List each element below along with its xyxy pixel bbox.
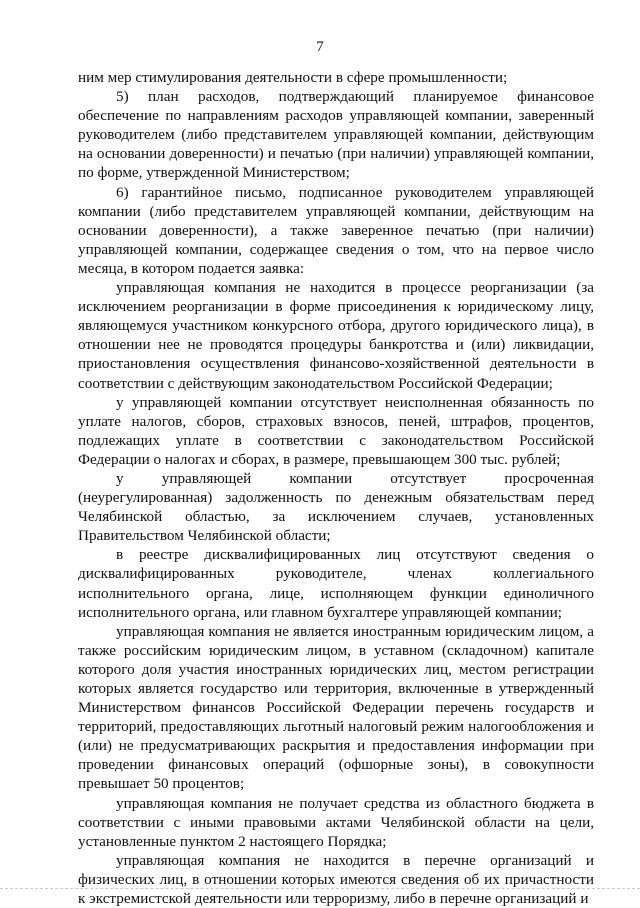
paragraph-foreign-entity: управляющая компания не является иностранным юридическим лицом, а также российским юридическим лицом, в уставном (складочном) капитале которого доля участия иностранных юридических лиц, местом регистрации которых является государство или территория, включенные в утвержденный Министерством финансов Российской Федерации перечень государств и территорий, предоставляющих льготный налоговый режим налогообложения и (или) не предусматривающих раскрытия и предоставления информации при проведении финансовых операций (офшорные зоны), в совокупности превышает 50 процентов;: [78, 622, 594, 793]
paragraph-item-5: 5) план расходов, подтверждающий планируемое финансовое обеспечение по направлениям расходов управляющей компании, заверенный руководителем (либо представителем управляющей компании, действующим на основании доверенности) и печатью (при наличии) управляющей компании, по форме, утвержденной Министерством;: [78, 88, 594, 182]
paragraph-extremism-list: управляющая компания не находится в перечне организаций и физических лиц, в отношении которых имеются сведения об их причастности к экстремистской деятельности или терроризму, либо в перечне организаций и: [78, 851, 594, 908]
paragraph-item-6: 6) гарантийное письмо, подписанное руководителем управляющей компании (либо представителем управляющей компании, действующим на основании доверенности), а также заверенное печатью (при наличии) управляющей компании, содержащее сведения о том, что на первое число месяца, в котором подается заявка:: [78, 183, 594, 277]
document-body: [78, 68, 594, 908]
paragraph-continuation: ним мер стимулирования деятельности в сфере промышленности;: [78, 69, 508, 86]
page-number: 7: [316, 39, 324, 55]
paragraph-overdue-debt: у управляющей компании отсутствует просроченная (неурегулированная) задолженность по денежным обязательствам перед Челябинской областью, за исключением случаев, установленных Правительством Челябинской области;: [78, 469, 594, 545]
paragraph-tax-obligation: у управляющей компании отсутствует неисполненная обязанность по уплате налогов, сборов, страховых взносов, пеней, штрафов, процентов, подлежащих уплате в соответствии с законодательством Российской Федерации о налогах и сборах, в размере, превышающем 300 тыс. рублей;: [78, 393, 594, 468]
paragraph-regional-budget: управляющая компания не получает средства из областного бюджета в соответствии с иными правовыми актами Челябинской области на цели, установленные пунктом 2 настоящего Порядка;: [78, 794, 594, 850]
paragraph-reorganization: управляющая компания не находится в процессе реорганизации (за исключением реорганизации в форме присоединения к юридическому лицу, являющемуся участником конкурсного отбора, другого юридического лица), в отношении нее не проводятся процедуры банкротства и (или) ликвидации, приостановления осуществления финансово-хозяйственной деятельности в соответствии с действующим законодательством Российской Федерации;: [78, 279, 594, 392]
paragraph-disqualified-persons: в реестре дисквалифицированных лиц отсутствуют сведения о дисквалифицированных руководителе, членах коллегиального исполнительного органа, лице, исполняющем функции единоличного исполнительного органа, или главном бухгалтере управляющей компании;: [78, 546, 594, 621]
scan-edge-line: [0, 888, 640, 889]
